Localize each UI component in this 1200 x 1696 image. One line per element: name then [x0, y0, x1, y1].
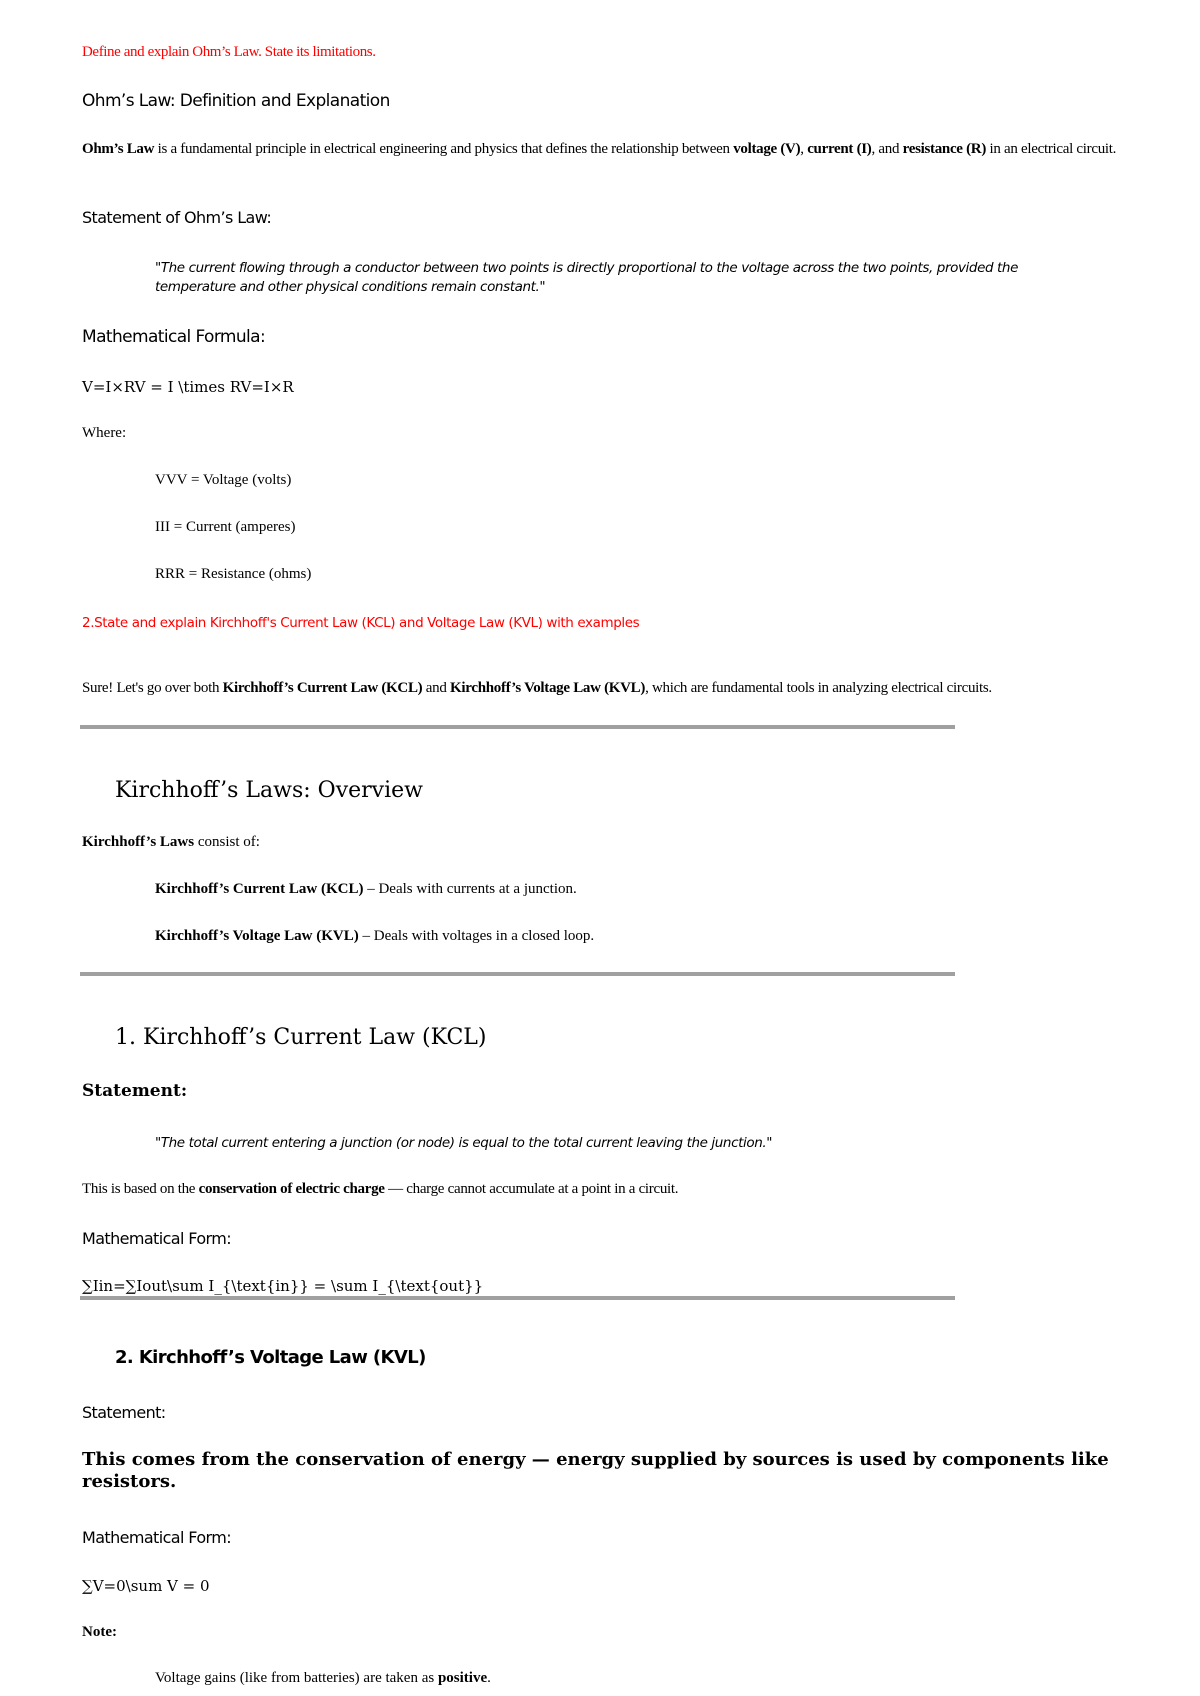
- kcl-math-heading: Mathematical Form:: [82, 1229, 232, 1248]
- ohm-math-heading: Mathematical Formula:: [82, 327, 266, 347]
- positive-term: positive: [437, 1670, 488, 1686]
- kirchhoff-intro-paragraph: [82, 680, 992, 697]
- kirchhoffs-laws-term: Kirchhoff’s Laws: [82, 834, 195, 850]
- overview-kcl-term: Kirchhoff’s Current Law (KCL): [155, 881, 364, 897]
- overview-kvl-text: – Deals with voltages in a closed loop.: [358, 928, 595, 944]
- overview-item-kvl: [155, 928, 594, 945]
- overview-item-kcl: [155, 881, 577, 898]
- where-item-current: III = Current (amperes): [155, 519, 296, 535]
- overview-line-text: consist of:: [194, 834, 260, 850]
- ohm-heading: Ohm’s Law: Definition and Explanation: [82, 91, 390, 111]
- ohm-intro-text-3: , and: [871, 141, 903, 157]
- kvl-math-heading: Mathematical Form:: [82, 1528, 232, 1547]
- note-item-text-2: .: [487, 1670, 491, 1686]
- ohm-statement-heading: Statement of Ohm’s Law:: [82, 208, 272, 227]
- kvl-statement-heading: Statement:: [82, 1403, 166, 1422]
- intro-kvl-term: Kirchhoff’s Voltage Law (KVL): [450, 680, 646, 696]
- horizontal-rule: [80, 972, 955, 976]
- kvl-energy-statement: This comes from the conservation of energy — energy supplied by sources is used by components like resistors.: [82, 1449, 1109, 1492]
- overview-kvl-term: Kirchhoff’s Voltage Law (KVL): [155, 928, 359, 944]
- question-1-prompt: Define and explain Ohm’s Law. State its limitations.: [82, 44, 376, 60]
- ohm-formula: V=I×RV = I \times RV=I×R: [82, 378, 294, 396]
- where-label: Where:: [82, 425, 127, 441]
- voltage-term: voltage (V): [733, 141, 801, 157]
- current-term: current (I): [807, 141, 872, 157]
- ohm-statement-quote: "The current flowing through a conductor between two points is directly proportional to the voltage across the two points, provided the temperature and other physical conditions remain constant.": [155, 260, 1018, 295]
- intro-text-1: Sure! Let's go over both: [82, 680, 223, 696]
- ohm-term: Ohm’s Law: [82, 141, 155, 157]
- note-item-text-1: Voltage gains (like from batteries) are taken as: [155, 1670, 438, 1686]
- kcl-statement-quote: "The total current entering a junction (or node) is equal to the total current leaving the junction.": [155, 1135, 773, 1151]
- ohm-intro-text-1: is a fundamental principle in electrical engineering and physics that defines the relationship between: [154, 141, 734, 157]
- where-item-resistance: RRR = Resistance (ohms): [155, 566, 312, 582]
- charge-conservation-term: conservation of electric charge: [198, 1181, 385, 1197]
- horizontal-rule: [80, 1296, 955, 1300]
- overview-heading: Kirchhoff’s Laws: Overview: [115, 778, 423, 803]
- kcl-basis-text-1: This is based on the: [82, 1181, 199, 1197]
- resistance-term: resistance (R): [902, 141, 987, 157]
- overview-kcl-text: – Deals with currents at a junction.: [363, 881, 577, 897]
- ohm-intro-text-4: in an electrical circuit.: [986, 141, 1117, 157]
- kcl-heading: 1. Kirchhoff’s Current Law (KCL): [115, 1025, 487, 1050]
- kcl-basis-paragraph: [82, 1181, 678, 1198]
- note-label: Note:: [82, 1624, 117, 1640]
- ohm-intro-paragraph: [82, 141, 1132, 158]
- intro-kcl-term: Kirchhoff’s Current Law (KCL): [222, 680, 423, 696]
- intro-text-2: and: [422, 680, 451, 696]
- ohm-intro-text-2: ,: [800, 141, 808, 157]
- intro-text-3: , which are fundamental tools in analyzing electrical circuits.: [645, 680, 992, 696]
- horizontal-rule: [80, 725, 955, 729]
- where-item-voltage: VVV = Voltage (volts): [155, 472, 292, 488]
- kvl-formula: ∑V=0\sum V = 0: [82, 1577, 210, 1595]
- kvl-heading: 2. Kirchhoff’s Voltage Law (KVL): [115, 1347, 426, 1368]
- kcl-basis-text-2: — charge cannot accumulate at a point in a circuit.: [384, 1181, 679, 1197]
- note-item: [155, 1670, 491, 1687]
- kcl-formula: ∑Iin=∑Iout\sum I_{\text{in}} = \sum I_{\text{out}}: [82, 1277, 484, 1295]
- overview-line: [82, 834, 260, 851]
- kcl-statement-heading: Statement:: [82, 1081, 188, 1101]
- question-2-prompt: 2.State and explain Kirchhoff's Current Law (KCL) and Voltage Law (KVL) with examples: [82, 615, 640, 631]
